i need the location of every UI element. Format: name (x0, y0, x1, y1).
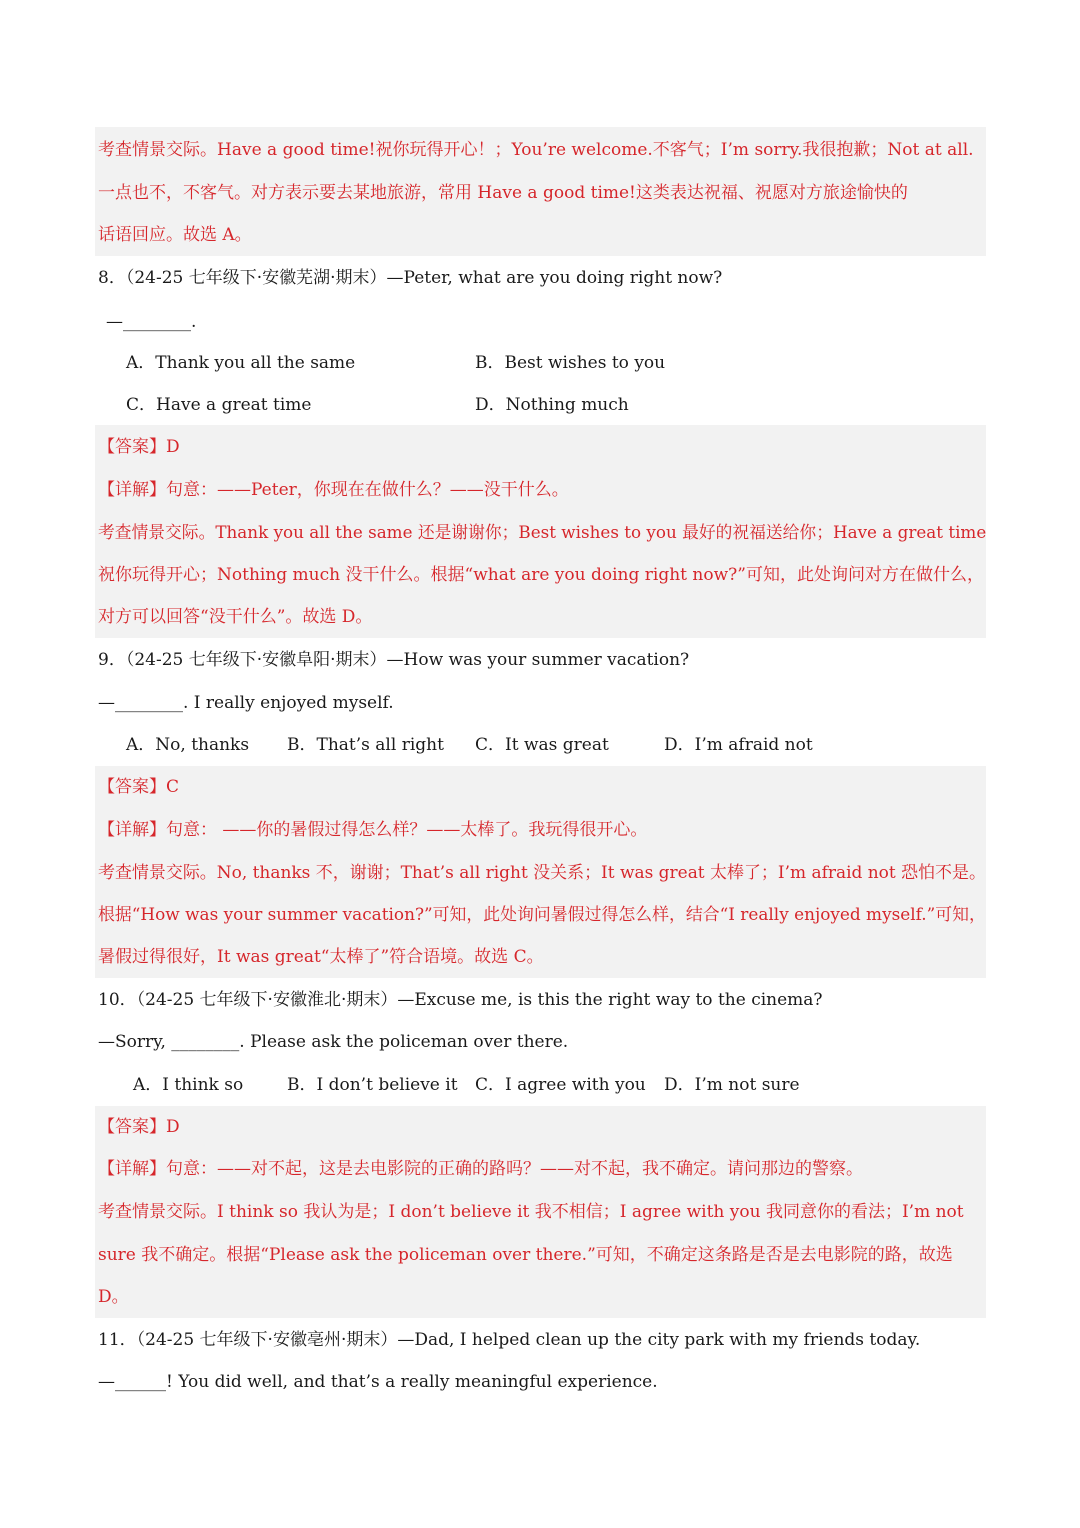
option-b: B．That’s all right (287, 735, 444, 755)
answer-line: 【答案】D (98, 1117, 180, 1137)
question-stem: 9．（24-25 七年级下·安徽阜阳·期末）—How was your summer vacation? (98, 650, 690, 670)
explanation-line: 考查情景交际。I think so 我认为是；I don’t believe it 我不相信；I agree with you 我同意你的看法；I’m not (98, 1202, 964, 1222)
explanation-line: 祝你玩得开心；Nothing much 没干什么。根据“what are you doing right now?”可知，此处询问对方在做什么， (98, 565, 984, 585)
detail-line: 【详解】句意：——对不起，这是去电影院的正确的路吗？——对不起，我不确定。请问那边的警察。 (98, 1159, 863, 1179)
option-d: D．I’m afraid not (664, 735, 813, 755)
answer-line: 【答案】C (98, 777, 180, 797)
explanation-line: 一点也不，不客气。对方表示要去某地旅游，常用 Have a good time!这类表达祝福、祝愿对方旅途愉快的 (98, 183, 908, 203)
explanation-line: 考查情景交际。Thank you all the same 还是谢谢你；Best wishes to you 最好的祝福送给你；Have a great time (98, 523, 987, 543)
explanation-line: 暑假过得很好，It was great“太棒了”符合语境。故选 C。 (98, 947, 544, 967)
explanation-line: 考查情景交际。Have a good time!祝你玩得开心！；You’re welcome.不客气；I’m sorry.我很抱歉；Not at all. (98, 140, 974, 160)
option-a: A．Thank you all the same (126, 353, 356, 373)
explanation-line: sure 我不确定。根据“Please ask the policeman over there.”可知，不确定这条路是否是去电影院的路，故选 (98, 1245, 953, 1265)
answer-line: 【答案】D (98, 437, 180, 457)
question-stem: 10．（24-25 七年级下·安徽淮北·期末）—Excuse me, is this the right way to the cinema? (98, 990, 823, 1010)
option-c: C．I agree with you (475, 1075, 646, 1095)
detail-line: 【详解】句意： ——你的暑假过得怎么样？——太棒了。我玩得很开心。 (98, 820, 648, 840)
question-blank: —______! You did well, and that’s a really meaningful experience. (98, 1372, 658, 1392)
explanation-line: 考查情景交际。No, thanks 不，谢谢；That’s all right 没关系；It was great 太棒了；I’m afraid not 恐怕不是。 (98, 863, 986, 883)
explanation-line: 话语回应。故选 A。 (98, 225, 252, 245)
option-c: C．Have a great time (126, 395, 312, 415)
question-stem: 8．（24-25 七年级下·安徽芜湖·期末）—Peter, what are you doing right now? (98, 268, 723, 288)
explanation-line: 根据“How was your summer vacation?”可知，此处询问暑假过得怎么样，结合“I really enjoyed myself.”可知， (98, 905, 986, 925)
detail-line: 【详解】句意：——Peter，你现在在做什么？——没干什么。 (98, 480, 569, 500)
option-d: D．Nothing much (475, 395, 629, 415)
option-d: D．I’m not sure (664, 1075, 800, 1095)
option-b: B．I don’t believe it (287, 1075, 458, 1095)
option-b: B．Best wishes to you (475, 353, 666, 373)
question-stem: 11．（24-25 七年级下·安徽亳州·期末）—Dad, I helped clean up the city park with my friends today. (98, 1330, 921, 1350)
question-blank: —________. I really enjoyed myself. (98, 693, 394, 713)
option-c: C．It was great (475, 735, 609, 755)
explanation-line: D。 (98, 1287, 129, 1307)
question-blank: —________. (106, 312, 197, 332)
explanation-line: 对方可以回答“没干什么”。故选 D。 (98, 607, 373, 627)
option-a: A．No, thanks (126, 735, 250, 755)
question-blank: —Sorry, ________. Please ask the policeman over there. (98, 1032, 569, 1052)
option-a: A．I think so (133, 1075, 244, 1095)
